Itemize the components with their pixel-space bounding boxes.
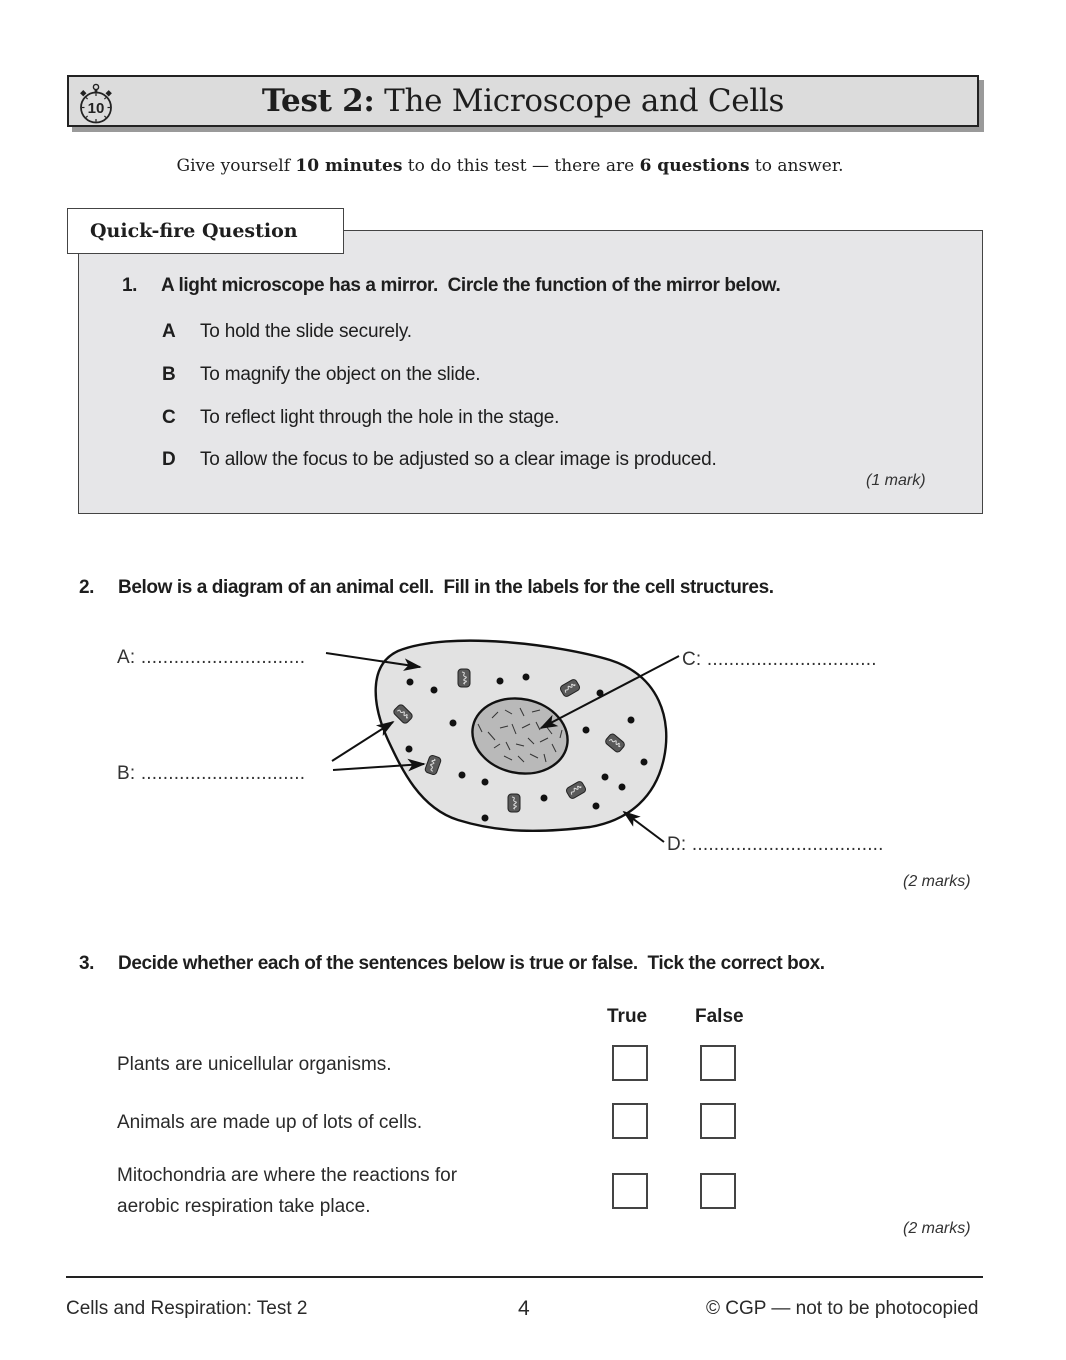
checkbox-true-1[interactable] xyxy=(612,1045,648,1081)
intro-text: Give yourself xyxy=(176,156,296,176)
option-letter: D xyxy=(162,449,176,470)
statement-1: Plants are unicellular organisms. xyxy=(117,1054,392,1075)
question-number: 1. xyxy=(122,275,138,296)
label-b-input[interactable]: B: .............................. xyxy=(117,763,306,784)
page-number: 4 xyxy=(518,1297,530,1320)
statement-3 xyxy=(117,1160,457,1222)
quickfire-tab: Quick-fire Question xyxy=(67,208,344,254)
svg-text:10: 10 xyxy=(87,100,105,117)
option-letter: A xyxy=(162,321,176,342)
label-d-input[interactable]: D: ................................... xyxy=(667,834,884,855)
option-text: To reflect light through the hole in the stage. xyxy=(200,407,560,428)
column-true: True xyxy=(607,1006,648,1027)
intro-question-count: 6 questions xyxy=(639,156,750,176)
intro-minutes: 10 minutes xyxy=(295,156,403,176)
checkbox-false-2[interactable] xyxy=(700,1103,736,1139)
column-false: False xyxy=(695,1006,744,1027)
statement-line: Mitochondria are where the reactions for xyxy=(117,1165,458,1186)
question-number: 3. xyxy=(79,953,95,974)
checkbox-true-2[interactable] xyxy=(612,1103,648,1139)
footer-section-title: Cells and Respiration: Test 2 xyxy=(66,1298,308,1319)
title-test-number: Test 2: xyxy=(261,83,375,119)
intro-text: to do this test — there are xyxy=(402,156,640,176)
option-text: To magnify the object on the slide. xyxy=(200,364,481,385)
question-text: A light microscope has a mirror. Circle the function of the mirror below. xyxy=(161,275,781,296)
question-text: Below is a diagram of an animal cell. Fill in the labels for the cell structures. xyxy=(118,577,774,598)
checkbox-true-3[interactable] xyxy=(612,1173,648,1209)
statement-2: Animals are made up of lots of cells. xyxy=(117,1112,423,1133)
label-a-input[interactable]: A: .............................. xyxy=(117,647,306,668)
footer-divider xyxy=(66,1276,983,1278)
arrow-b-1 xyxy=(332,722,393,761)
option-letter: B xyxy=(162,364,176,385)
label-c-input[interactable]: C: ............................... xyxy=(682,649,877,670)
title-topic: The Microscope and Cells xyxy=(374,83,785,119)
option-letter: C xyxy=(162,407,176,428)
statement-line: aerobic respiration take place. xyxy=(117,1196,371,1217)
question-number: 2. xyxy=(79,577,95,598)
marks-q3: (2 marks) xyxy=(903,1220,971,1237)
option-text: To allow the focus to be adjusted so a clear image is produced. xyxy=(200,449,717,470)
option-text: To hold the slide securely. xyxy=(200,321,412,342)
arrow-d xyxy=(624,812,664,842)
intro-text: to answer. xyxy=(749,156,844,176)
marks-q2: (2 marks) xyxy=(903,873,971,890)
checkbox-false-3[interactable] xyxy=(700,1173,736,1209)
footer-copyright: © CGP — not to be photocopied xyxy=(706,1298,979,1319)
question-3 xyxy=(79,953,825,975)
marks-q1: (1 mark) xyxy=(866,472,926,489)
checkbox-false-1[interactable] xyxy=(700,1045,736,1081)
question-text: Decide whether each of the sentences below is true or false. Tick the correct box. xyxy=(118,953,825,974)
